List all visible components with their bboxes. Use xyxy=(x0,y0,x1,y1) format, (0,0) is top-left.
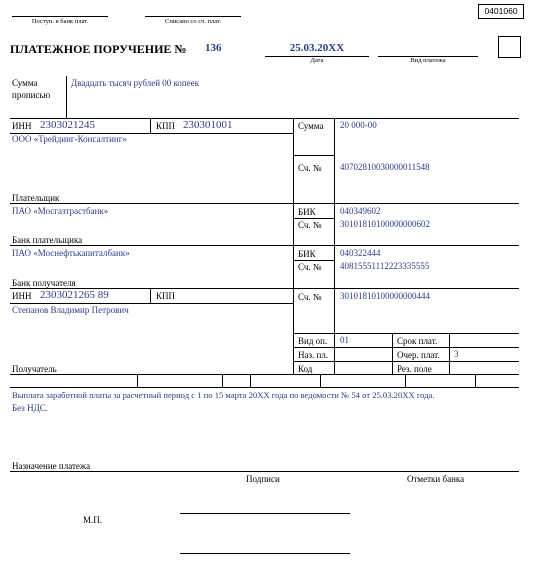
payee-kpp-label: КПП xyxy=(156,291,176,301)
amount-label: Сумма xyxy=(298,121,324,131)
grid-codes-divider1 xyxy=(392,333,393,374)
grid-payer-bank-bottom xyxy=(10,245,519,246)
payee-name: Степанов Владимир Петрович xyxy=(12,305,129,315)
purpose-text-2: Без НДС. xyxy=(12,403,48,413)
grid-purpose-bottom xyxy=(10,471,519,472)
payer-bank-label: Банк плательщика xyxy=(12,235,83,245)
grid-tax-d5 xyxy=(405,374,406,387)
document-title: ПЛАТЕЖНОЕ ПОРУЧЕНИЕ № xyxy=(10,42,187,56)
signature-line-2[interactable] xyxy=(180,553,350,554)
payee-bank-acc-label: Сч. № xyxy=(298,262,322,272)
payer-kpp: 230301001 xyxy=(183,119,233,131)
payee-account-label: Сч. № xyxy=(298,292,322,302)
payer-name: ООО «Трейдинг-Консалтинг» xyxy=(12,134,127,144)
payer-account-label: Сч. № xyxy=(298,163,322,173)
payee-account: 30101810100000000444 xyxy=(340,291,430,301)
grid-payee-kpp-divider xyxy=(150,288,151,303)
payee-bik-label: БИК xyxy=(298,249,316,259)
grid-codes-mid1 xyxy=(293,347,519,348)
payer-bank-acc: 30101810100000000602 xyxy=(340,219,430,229)
grid-tax-d2 xyxy=(222,374,223,387)
grid-payer-bottom xyxy=(10,203,519,204)
payee-bank-acc: 40815551112223335555 xyxy=(340,261,430,271)
deadline-label: Срок плат. xyxy=(397,336,438,346)
grid-tax-d4 xyxy=(320,374,321,387)
grid-tax-d3 xyxy=(250,374,251,387)
payer-inn-label: ИНН xyxy=(12,121,32,131)
purpose-code-label: Наз. пл. xyxy=(298,350,329,360)
document-number: 136 xyxy=(205,42,222,54)
code-label: Код xyxy=(298,364,313,374)
payer-bank-acc-label: Сч. № xyxy=(298,220,322,230)
form-code-box xyxy=(478,4,524,19)
amount-words-value: Двадцать тысяч рублей 00 копеек xyxy=(71,78,200,88)
grid-tax-d1 xyxy=(137,374,138,387)
payee-bik: 040322444 xyxy=(340,248,381,258)
grid-tax-row-bottom xyxy=(10,387,519,388)
payee-inn: 2303021265 89 xyxy=(40,289,109,301)
reserve-label: Рез. поле xyxy=(397,364,432,374)
bank-marks-label: Отметки банка xyxy=(407,474,465,484)
grid-codes-top xyxy=(293,333,519,334)
grid-center-divider xyxy=(293,118,294,374)
stamp-label: М.П. xyxy=(83,515,103,525)
payer-bik-label: БИК xyxy=(298,207,316,217)
priority-label: Очер. плат. xyxy=(397,350,440,360)
payee-bank-label: Банк получателя xyxy=(12,278,76,288)
debited-line xyxy=(145,16,241,17)
debited-label: Списано со сч. плат. xyxy=(165,18,221,25)
document-date: 25.03.20XX xyxy=(289,42,345,54)
payer-kpp-label: КПП xyxy=(156,121,176,131)
amount-words-divider xyxy=(66,76,67,118)
status-box[interactable] xyxy=(498,36,521,58)
grid-codes-divider2 xyxy=(449,333,450,374)
payer-account: 40702810030000011548 xyxy=(340,162,430,172)
payee-inn-label: ИНН xyxy=(12,291,32,301)
bank-received-line xyxy=(12,16,108,17)
grid-payee-inn-bottom xyxy=(10,303,293,304)
purpose-text-1: Выплата заработной платы за расчетный период с 1 по 15 марта 20ХХ года по ведомости № 54 от 25.03.20ХХ года. xyxy=(12,390,435,400)
op-type-label: Вид оп. xyxy=(298,336,328,346)
grid-tax-d6 xyxy=(475,374,476,387)
purpose-label: Назначение платежа xyxy=(12,461,91,471)
payer-bank-name: ПАО «Мосгазтрастбанк» xyxy=(12,206,109,216)
payer-bik: 040349602 xyxy=(340,206,381,216)
grid-kpp-divider xyxy=(150,118,151,133)
grid-codes-mid2 xyxy=(293,361,519,362)
payer-inn: 2303021245 xyxy=(40,119,95,131)
amount-words-label-1: Сумма xyxy=(12,78,38,88)
grid-label-divider xyxy=(334,118,335,374)
priority-value: 3 xyxy=(454,349,459,359)
payer-label: Плательщик xyxy=(12,193,60,203)
form-code: 0401060 xyxy=(484,6,518,16)
grid-payee-bottom xyxy=(10,374,519,375)
date-label: Дата xyxy=(310,57,324,64)
signatures-label: Подписи xyxy=(246,474,280,484)
grid-amount-bottom xyxy=(293,155,334,156)
amount-words-label-2: прописью xyxy=(12,90,51,100)
payment-type-label: Вид платежа xyxy=(410,57,446,64)
payee-bank-name: ПАО «Моснефтькапиталбанк» xyxy=(12,248,130,258)
grid-bik-bottom xyxy=(293,218,334,219)
bank-received-label: Поступ. в банк плат. xyxy=(31,18,89,25)
payee-label: Получатель xyxy=(12,364,57,374)
op-type-value: 01 xyxy=(340,335,349,345)
amount-value: 20 000-00 xyxy=(340,120,377,130)
grid-payee-bik-bottom xyxy=(293,260,334,261)
signature-line-1[interactable] xyxy=(180,513,350,514)
